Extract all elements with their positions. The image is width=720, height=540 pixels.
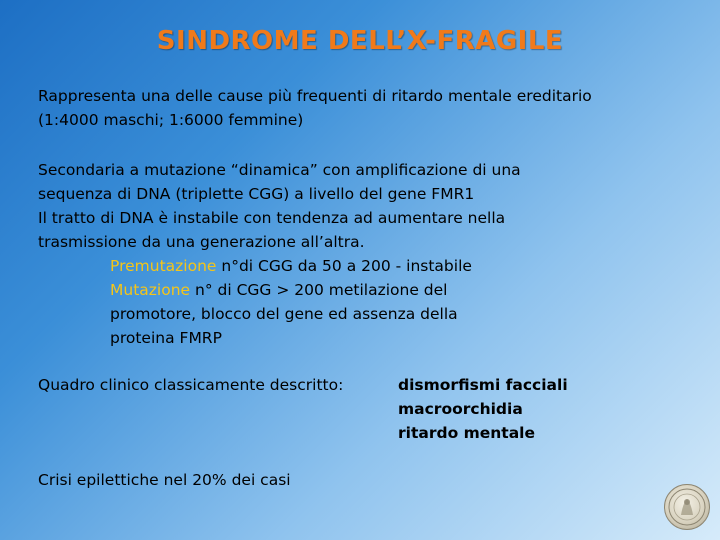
mechanism-line-4: trasmissione da una generazione all’altra. — [38, 233, 365, 251]
mutation-line-3: proteina FMRP — [110, 329, 222, 347]
clinical-item: macroorchidia — [398, 400, 523, 418]
slide-title: SINDROME DELL’X-FRAGILE — [156, 26, 564, 56]
mutation-row — [110, 278, 447, 302]
mutation-text: n° di CGG > 200 metilazione del — [190, 281, 448, 299]
clinical-list — [398, 373, 568, 445]
mutation-line-2: promotore, blocco del gene ed assenza della — [110, 305, 458, 323]
clinical-item: ritardo mentale — [398, 424, 536, 442]
intro-line-2: (1:4000 maschi; 1:6000 femmine) — [38, 111, 304, 129]
clinical-label: Quadro clinico classicamente descritto: — [38, 376, 344, 394]
clinical-item: dismorfismi facciali — [398, 376, 568, 394]
premutation-row — [110, 254, 472, 278]
seal-icon — [665, 485, 709, 529]
intro-line-1: Rappresenta una delle cause più frequenti di ritardo mentale ereditario — [38, 87, 592, 105]
mechanism-line-2: sequenza di DNA (triplette CGG) a livello del gene FMR1 — [38, 185, 475, 203]
mechanism-line-3: Il tratto di DNA è instabile con tendenza ad aumentare nella — [38, 209, 506, 227]
seizures-text: Crisi epilettiche nel 20% dei casi — [38, 471, 291, 489]
mechanism-line-1: Secondaria a mutazione “dinamica” con amplificazione di una — [38, 161, 521, 179]
mutation-term: Mutazione — [110, 281, 191, 299]
institution-seal-logo — [664, 484, 710, 530]
premutation-term: Premutazione — [110, 257, 217, 275]
premutation-text: n°di CGG da 50 a 200 - instabile — [216, 257, 472, 275]
